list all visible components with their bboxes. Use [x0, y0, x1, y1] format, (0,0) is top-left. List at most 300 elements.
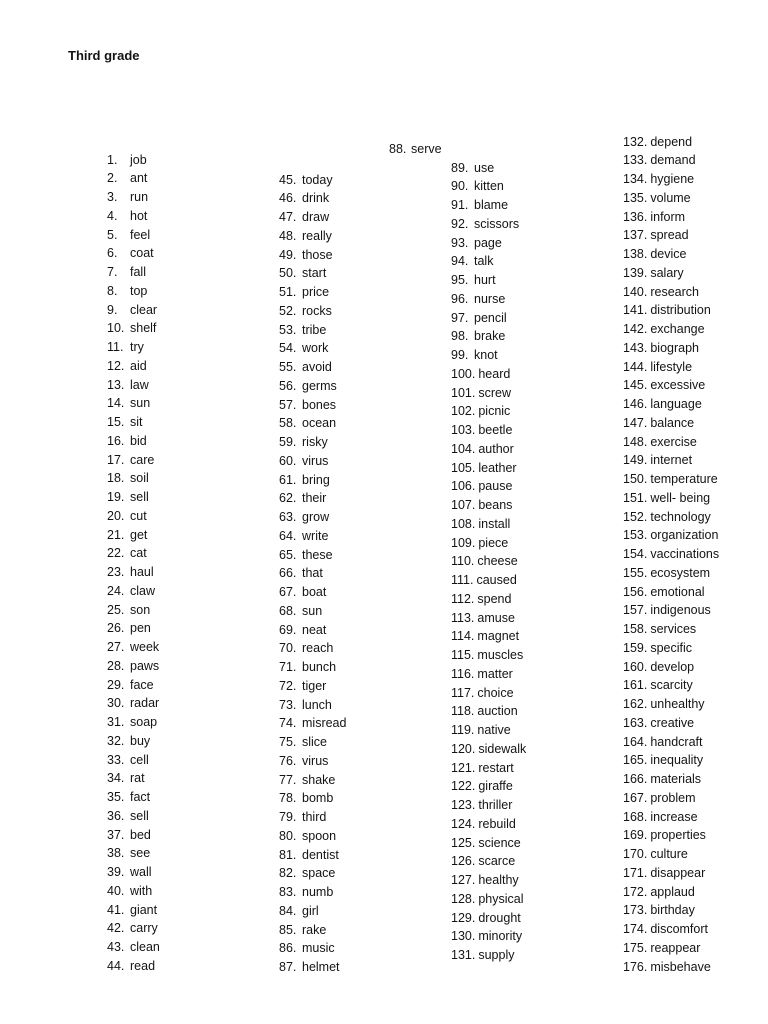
word-list-item: [107, 432, 160, 451]
word-list-item: [451, 815, 526, 834]
item-number: 115.: [451, 648, 475, 663]
word-list-item: [451, 477, 526, 496]
item-word: inequality: [650, 753, 704, 768]
item-number: 75.: [279, 735, 297, 750]
item-word: bid: [130, 433, 147, 448]
item-number: 68.: [279, 603, 297, 618]
item-word: heard: [478, 366, 511, 381]
item-word: sun: [130, 396, 151, 411]
word-list-item: [623, 526, 719, 545]
item-number: 140.: [623, 284, 648, 299]
item-word: internet: [650, 453, 693, 468]
item-number: 170.: [623, 847, 648, 862]
word-list-item: [279, 339, 346, 358]
item-word: girl: [302, 903, 319, 918]
word-list-item: [623, 395, 719, 414]
word-list-item: [389, 140, 442, 159]
word-list-item: [623, 714, 719, 733]
item-word: paws: [130, 658, 160, 673]
item-number: 30.: [107, 696, 125, 711]
item-number: 81.: [279, 847, 297, 862]
word-list-item: [279, 227, 346, 246]
word-list-item: [279, 283, 346, 302]
item-number: 6.: [107, 246, 118, 261]
word-list-item: [279, 696, 346, 715]
item-number: 18.: [107, 471, 125, 486]
word-list-item: [451, 834, 526, 853]
item-number: 2.: [107, 171, 118, 186]
item-number: 88.: [389, 141, 407, 156]
item-number: 47.: [279, 210, 297, 225]
item-word: bones: [302, 397, 337, 412]
item-word: fact: [130, 790, 151, 805]
item-number: 83.: [279, 885, 297, 900]
word-list-item: [451, 346, 526, 365]
item-word: virus: [302, 453, 329, 468]
item-number: 46.: [279, 191, 297, 206]
item-word: music: [302, 941, 335, 956]
word-column-1: [107, 151, 160, 976]
item-number: 149.: [623, 453, 648, 468]
item-number: 26.: [107, 621, 125, 636]
item-number: 107.: [451, 498, 476, 513]
item-word: spread: [650, 228, 689, 243]
item-word: with: [130, 883, 153, 898]
item-word: son: [130, 602, 151, 617]
item-word: pencil: [474, 310, 507, 325]
word-list-item: [623, 264, 719, 283]
item-word: supply: [478, 948, 515, 963]
word-list-item: [623, 658, 719, 677]
item-word: magnet: [477, 629, 520, 644]
item-word: develop: [650, 659, 695, 674]
item-number: 91.: [451, 198, 469, 213]
item-number: 129.: [451, 910, 476, 925]
item-number: 60.: [279, 453, 297, 468]
word-list-item: [451, 552, 526, 571]
item-word: lunch: [302, 697, 332, 712]
item-word: disappear: [650, 865, 706, 880]
word-list-item: [107, 263, 160, 282]
item-word: brake: [474, 329, 506, 344]
item-word: spend: [477, 591, 512, 606]
item-number: 40.: [107, 883, 125, 898]
word-column-3: [451, 159, 526, 965]
item-word: physical: [478, 891, 524, 906]
word-list-item: [279, 883, 346, 902]
item-word: scarcity: [650, 678, 693, 693]
word-list-item: [623, 133, 719, 152]
item-number: 48.: [279, 228, 297, 243]
item-number: 113.: [451, 610, 475, 625]
item-number: 94.: [451, 254, 469, 269]
item-number: 166.: [623, 772, 648, 787]
item-number: 55.: [279, 360, 297, 375]
item-word: bunch: [302, 660, 337, 675]
item-word: radar: [130, 696, 160, 711]
item-word: indigenous: [650, 603, 711, 618]
word-list-item: [279, 939, 346, 958]
item-word: misbehave: [650, 959, 711, 974]
item-number: 39.: [107, 865, 125, 880]
item-number: 20.: [107, 508, 125, 523]
item-number: 116.: [451, 666, 475, 681]
item-number: 150.: [623, 472, 648, 487]
item-word: read: [130, 958, 156, 973]
item-number: 92.: [451, 216, 469, 231]
word-list-item: [107, 169, 160, 188]
word-list-item: [279, 508, 346, 527]
item-number: 8.: [107, 283, 118, 298]
word-list-item: [107, 826, 160, 845]
word-list-item: [451, 609, 526, 628]
item-word: boat: [302, 585, 327, 600]
item-number: 73.: [279, 697, 297, 712]
item-word: knot: [474, 348, 498, 363]
word-list-item: [107, 282, 160, 301]
item-word: hygiene: [650, 172, 695, 187]
item-word: drought: [478, 910, 521, 925]
item-word: neat: [302, 622, 327, 637]
item-number: 93.: [451, 235, 469, 250]
item-word: third: [302, 810, 327, 825]
item-number: 35.: [107, 790, 125, 805]
item-number: 103.: [451, 423, 476, 438]
item-number: 49.: [279, 247, 297, 262]
item-word: spoon: [302, 828, 337, 843]
item-word: shelf: [130, 321, 157, 336]
item-word: volume: [650, 190, 691, 205]
word-list-item: [279, 208, 346, 227]
word-list-item: [623, 583, 719, 602]
item-number: 52.: [279, 303, 297, 318]
item-word: sell: [130, 490, 149, 505]
item-number: 79.: [279, 810, 297, 825]
word-list-item: [451, 271, 526, 290]
item-number: 120.: [451, 741, 476, 756]
item-word: services: [650, 622, 697, 637]
word-list-item: [107, 507, 160, 526]
item-number: 101.: [451, 385, 476, 400]
item-number: 77.: [279, 772, 297, 787]
item-number: 125.: [451, 835, 476, 850]
item-number: 14.: [107, 396, 125, 411]
word-list-item: [451, 252, 526, 271]
item-word: feel: [130, 227, 151, 242]
word-list-item: [623, 845, 719, 864]
item-number: 151.: [623, 490, 648, 505]
item-word: their: [302, 491, 327, 506]
item-word: balance: [650, 415, 695, 430]
word-list-item: [279, 677, 346, 696]
item-number: 63.: [279, 510, 297, 525]
item-word: sit: [130, 415, 143, 430]
item-word: muscles: [477, 648, 524, 663]
item-word: tribe: [302, 322, 327, 337]
item-number: 176.: [623, 959, 648, 974]
item-number: 56.: [279, 378, 297, 393]
item-number: 173.: [623, 903, 648, 918]
item-word: creative: [650, 715, 695, 730]
item-number: 145.: [623, 378, 648, 393]
word-list-item: [451, 796, 526, 815]
item-number: 141.: [623, 303, 648, 318]
item-word: job: [130, 152, 147, 167]
word-list-item: [623, 489, 719, 508]
word-list-item: [107, 394, 160, 413]
word-list-item: [107, 601, 160, 620]
item-word: grow: [302, 510, 330, 525]
word-list-item: [279, 414, 346, 433]
item-number: 61.: [279, 472, 297, 487]
item-word: vaccinations: [650, 547, 720, 562]
item-word: page: [474, 235, 502, 250]
word-list-item: [279, 846, 346, 865]
word-list-item: [623, 789, 719, 808]
word-list-item: [451, 684, 526, 703]
item-number: 98.: [451, 329, 469, 344]
word-list-item: [623, 508, 719, 527]
item-word: aid: [130, 358, 147, 373]
item-number: 86.: [279, 941, 297, 956]
item-number: 66.: [279, 566, 297, 581]
item-number: 33.: [107, 752, 125, 767]
item-word: use: [474, 160, 495, 175]
item-word: matter: [477, 666, 513, 681]
item-number: 23.: [107, 565, 125, 580]
item-word: hurt: [474, 273, 496, 288]
item-number: 127.: [451, 873, 476, 888]
item-number: 155.: [623, 565, 648, 580]
item-word: reach: [302, 641, 334, 656]
word-list-item: [107, 694, 160, 713]
item-word: properties: [650, 828, 706, 843]
word-list-item: [451, 759, 526, 778]
word-list-item: [107, 788, 160, 807]
word-list-item: [451, 365, 526, 384]
word-list-item: [107, 657, 160, 676]
item-number: 135.: [623, 190, 648, 205]
word-list-item: [279, 264, 346, 283]
word-list-item: [623, 376, 719, 395]
item-word: handcraft: [650, 734, 703, 749]
item-number: 82.: [279, 866, 297, 881]
word-list-item: [623, 170, 719, 189]
item-number: 157.: [623, 603, 648, 618]
item-number: 147.: [623, 415, 648, 430]
item-word: inform: [650, 209, 686, 224]
item-number: 126.: [451, 854, 476, 869]
item-number: 57.: [279, 397, 297, 412]
item-number: 67.: [279, 585, 297, 600]
item-word: native: [477, 723, 511, 738]
item-number: 42.: [107, 921, 125, 936]
item-word: start: [302, 266, 327, 281]
word-list-item: [279, 771, 346, 790]
item-number: 121.: [451, 760, 476, 775]
item-number: 105.: [451, 460, 476, 475]
item-word: beetle: [478, 423, 513, 438]
item-word: rebuild: [478, 816, 516, 831]
word-list-item: [279, 377, 346, 396]
item-word: serve: [411, 141, 442, 156]
item-number: 74.: [279, 716, 297, 731]
item-number: 168.: [623, 809, 648, 824]
item-word: sun: [302, 603, 323, 618]
word-list-item: [107, 619, 160, 638]
item-number: 144.: [623, 359, 648, 374]
item-word: rake: [302, 922, 327, 937]
item-number: 114.: [451, 629, 475, 644]
word-list-item: [279, 527, 346, 546]
item-number: 110.: [451, 554, 475, 569]
word-list-item: [451, 309, 526, 328]
item-number: 41.: [107, 902, 125, 917]
item-word: increase: [650, 809, 698, 824]
word-list-item: [451, 665, 526, 684]
item-number: 22.: [107, 546, 125, 561]
word-list-item: [107, 919, 160, 938]
item-number: 65.: [279, 547, 297, 562]
word-list-item: [451, 627, 526, 646]
word-list-item: [107, 638, 160, 657]
word-list-item: [623, 433, 719, 452]
item-number: 169.: [623, 828, 648, 843]
item-number: 96.: [451, 291, 469, 306]
word-list-item: [451, 571, 526, 590]
item-number: 34.: [107, 771, 125, 786]
item-word: giant: [130, 902, 158, 917]
item-number: 80.: [279, 828, 297, 843]
item-word: care: [130, 452, 155, 467]
item-number: 158.: [623, 622, 648, 637]
word-list-item: [279, 171, 346, 190]
item-word: distribution: [650, 303, 711, 318]
word-list-item: [279, 639, 346, 658]
item-number: 38.: [107, 846, 125, 861]
item-number: 37.: [107, 827, 125, 842]
item-word: week: [130, 640, 160, 655]
word-list-item: [623, 620, 719, 639]
item-number: 139.: [623, 265, 648, 280]
word-list-item: [107, 863, 160, 882]
word-list-item: [107, 938, 160, 957]
word-list-item: [623, 320, 719, 339]
item-number: 142.: [623, 322, 648, 337]
word-list-item: [107, 338, 160, 357]
word-list-item: [107, 882, 160, 901]
word-list-item: [279, 827, 346, 846]
word-list-item: [279, 321, 346, 340]
word-list-item: [451, 871, 526, 890]
item-number: 97.: [451, 310, 469, 325]
word-list-item: [623, 414, 719, 433]
item-word: cat: [130, 546, 147, 561]
item-word: scarce: [478, 854, 516, 869]
item-word: temperature: [650, 472, 718, 487]
item-number: 64.: [279, 528, 297, 543]
word-list-item: [107, 901, 160, 920]
item-number: 12.: [107, 358, 125, 373]
item-word: biograph: [650, 340, 699, 355]
word-list-item: [279, 921, 346, 940]
item-number: 53.: [279, 322, 297, 337]
word-list-item: [279, 471, 346, 490]
word-list-item: [279, 789, 346, 808]
word-list-item: [623, 545, 719, 564]
item-number: 146.: [623, 397, 648, 412]
word-list-item: [107, 769, 160, 788]
word-list-item: [107, 188, 160, 207]
item-number: 123.: [451, 798, 476, 813]
item-number: 132.: [623, 134, 648, 149]
word-list-item: [623, 751, 719, 770]
word-list-item: [279, 546, 346, 565]
word-list-item: [107, 244, 160, 263]
item-number: 156.: [623, 584, 648, 599]
word-list-item: [451, 496, 526, 515]
item-number: 131.: [451, 948, 476, 963]
item-number: 31.: [107, 715, 125, 730]
page-title: Third grade: [68, 48, 140, 63]
item-word: tiger: [302, 678, 327, 693]
word-list-item: [623, 676, 719, 695]
item-number: 108.: [451, 516, 476, 531]
item-word: ant: [130, 171, 148, 186]
word-list-item: [451, 159, 526, 178]
word-list-item: [623, 958, 719, 977]
item-word: leather: [478, 460, 517, 475]
item-number: 153.: [623, 528, 648, 543]
item-word: claw: [130, 583, 156, 598]
item-word: sell: [130, 808, 149, 823]
item-number: 76.: [279, 753, 297, 768]
word-list-item: [623, 695, 719, 714]
word-list-item: [107, 563, 160, 582]
word-list-item: [279, 752, 346, 771]
item-word: coat: [130, 246, 154, 261]
item-number: 24.: [107, 583, 125, 598]
word-list-item: [623, 901, 719, 920]
item-number: 124.: [451, 816, 476, 831]
item-word: materials: [650, 772, 702, 787]
word-list-item: [623, 301, 719, 320]
item-word: research: [650, 284, 699, 299]
word-list-item: [623, 639, 719, 658]
word-list-item: [623, 564, 719, 583]
item-number: 119.: [451, 723, 475, 738]
item-number: 165.: [623, 753, 648, 768]
item-word: today: [302, 172, 333, 187]
item-number: 59.: [279, 435, 297, 450]
item-number: 50.: [279, 266, 297, 281]
word-list-item: [279, 489, 346, 508]
item-word: ecosystem: [650, 565, 711, 580]
word-list-item: [107, 526, 160, 545]
item-number: 27.: [107, 640, 125, 655]
word-list-item: [107, 957, 160, 976]
word-list-item: [623, 189, 719, 208]
word-list-item: [279, 189, 346, 208]
item-word: really: [302, 228, 332, 243]
word-list-item: [107, 732, 160, 751]
item-word: rocks: [302, 303, 332, 318]
item-word: talk: [474, 254, 494, 269]
word-list-item: [107, 844, 160, 863]
item-word: misread: [302, 716, 347, 731]
word-list-item: [451, 215, 526, 234]
word-list-item: [451, 852, 526, 871]
